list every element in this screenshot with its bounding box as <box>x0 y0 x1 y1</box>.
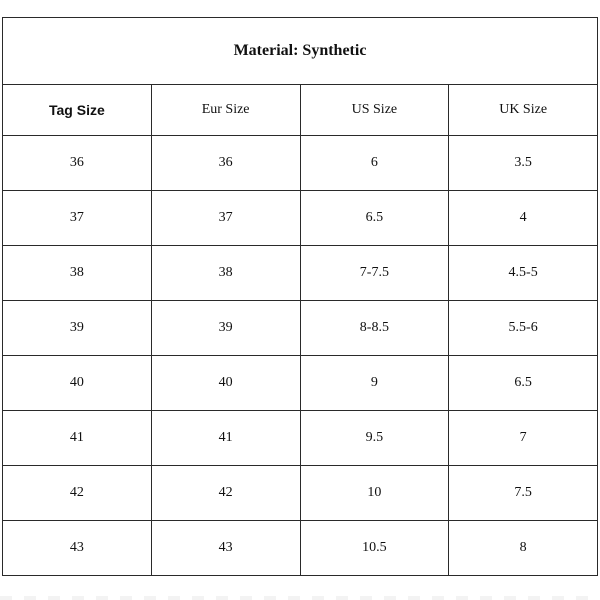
table-row <box>3 521 598 576</box>
table-row <box>3 191 598 246</box>
table-row <box>3 136 598 191</box>
uk-size-cell: 7.5 <box>449 466 598 521</box>
tag-size-cell: 39 <box>3 301 152 356</box>
us-size-cell: 9.5 <box>300 411 449 466</box>
table-row <box>3 466 598 521</box>
table-title: Material: Synthetic <box>3 18 598 85</box>
eur-size-cell: 38 <box>151 246 300 301</box>
us-size-cell: 7-7.5 <box>300 246 449 301</box>
eur-size-cell: 36 <box>151 136 300 191</box>
eur-size-cell: 39 <box>151 301 300 356</box>
column-header-uk-size: UK Size <box>449 85 598 136</box>
uk-size-cell: 6.5 <box>449 356 598 411</box>
uk-size-cell: 4.5-5 <box>449 246 598 301</box>
tag-size-cell: 40 <box>3 356 152 411</box>
uk-size-cell: 8 <box>449 521 598 576</box>
tag-size-cell: 37 <box>3 191 152 246</box>
tag-size-cell: 43 <box>3 521 152 576</box>
size-chart-table <box>2 17 598 576</box>
tag-size-cell: 42 <box>3 466 152 521</box>
tag-size-cell: 38 <box>3 246 152 301</box>
us-size-cell: 6 <box>300 136 449 191</box>
table-row <box>3 411 598 466</box>
title-row <box>3 18 598 85</box>
table-row <box>3 301 598 356</box>
eur-size-cell: 43 <box>151 521 300 576</box>
us-size-cell: 10 <box>300 466 449 521</box>
uk-size-cell: 5.5-6 <box>449 301 598 356</box>
eur-size-cell: 41 <box>151 411 300 466</box>
us-size-cell: 8-8.5 <box>300 301 449 356</box>
uk-size-cell: 3.5 <box>449 136 598 191</box>
table-row <box>3 356 598 411</box>
eur-size-cell: 40 <box>151 356 300 411</box>
column-header-us-size: US Size <box>300 85 449 136</box>
us-size-cell: 9 <box>300 356 449 411</box>
column-header-tag-size: Tag Size <box>3 85 152 136</box>
eur-size-cell: 37 <box>151 191 300 246</box>
eur-size-cell: 42 <box>151 466 300 521</box>
uk-size-cell: 4 <box>449 191 598 246</box>
tag-size-cell: 36 <box>3 136 152 191</box>
header-row <box>3 85 598 136</box>
bottom-edge-divider <box>0 596 600 600</box>
tag-size-cell: 41 <box>3 411 152 466</box>
table-row <box>3 246 598 301</box>
column-header-eur-size: Eur Size <box>151 85 300 136</box>
us-size-cell: 6.5 <box>300 191 449 246</box>
us-size-cell: 10.5 <box>300 521 449 576</box>
uk-size-cell: 7 <box>449 411 598 466</box>
